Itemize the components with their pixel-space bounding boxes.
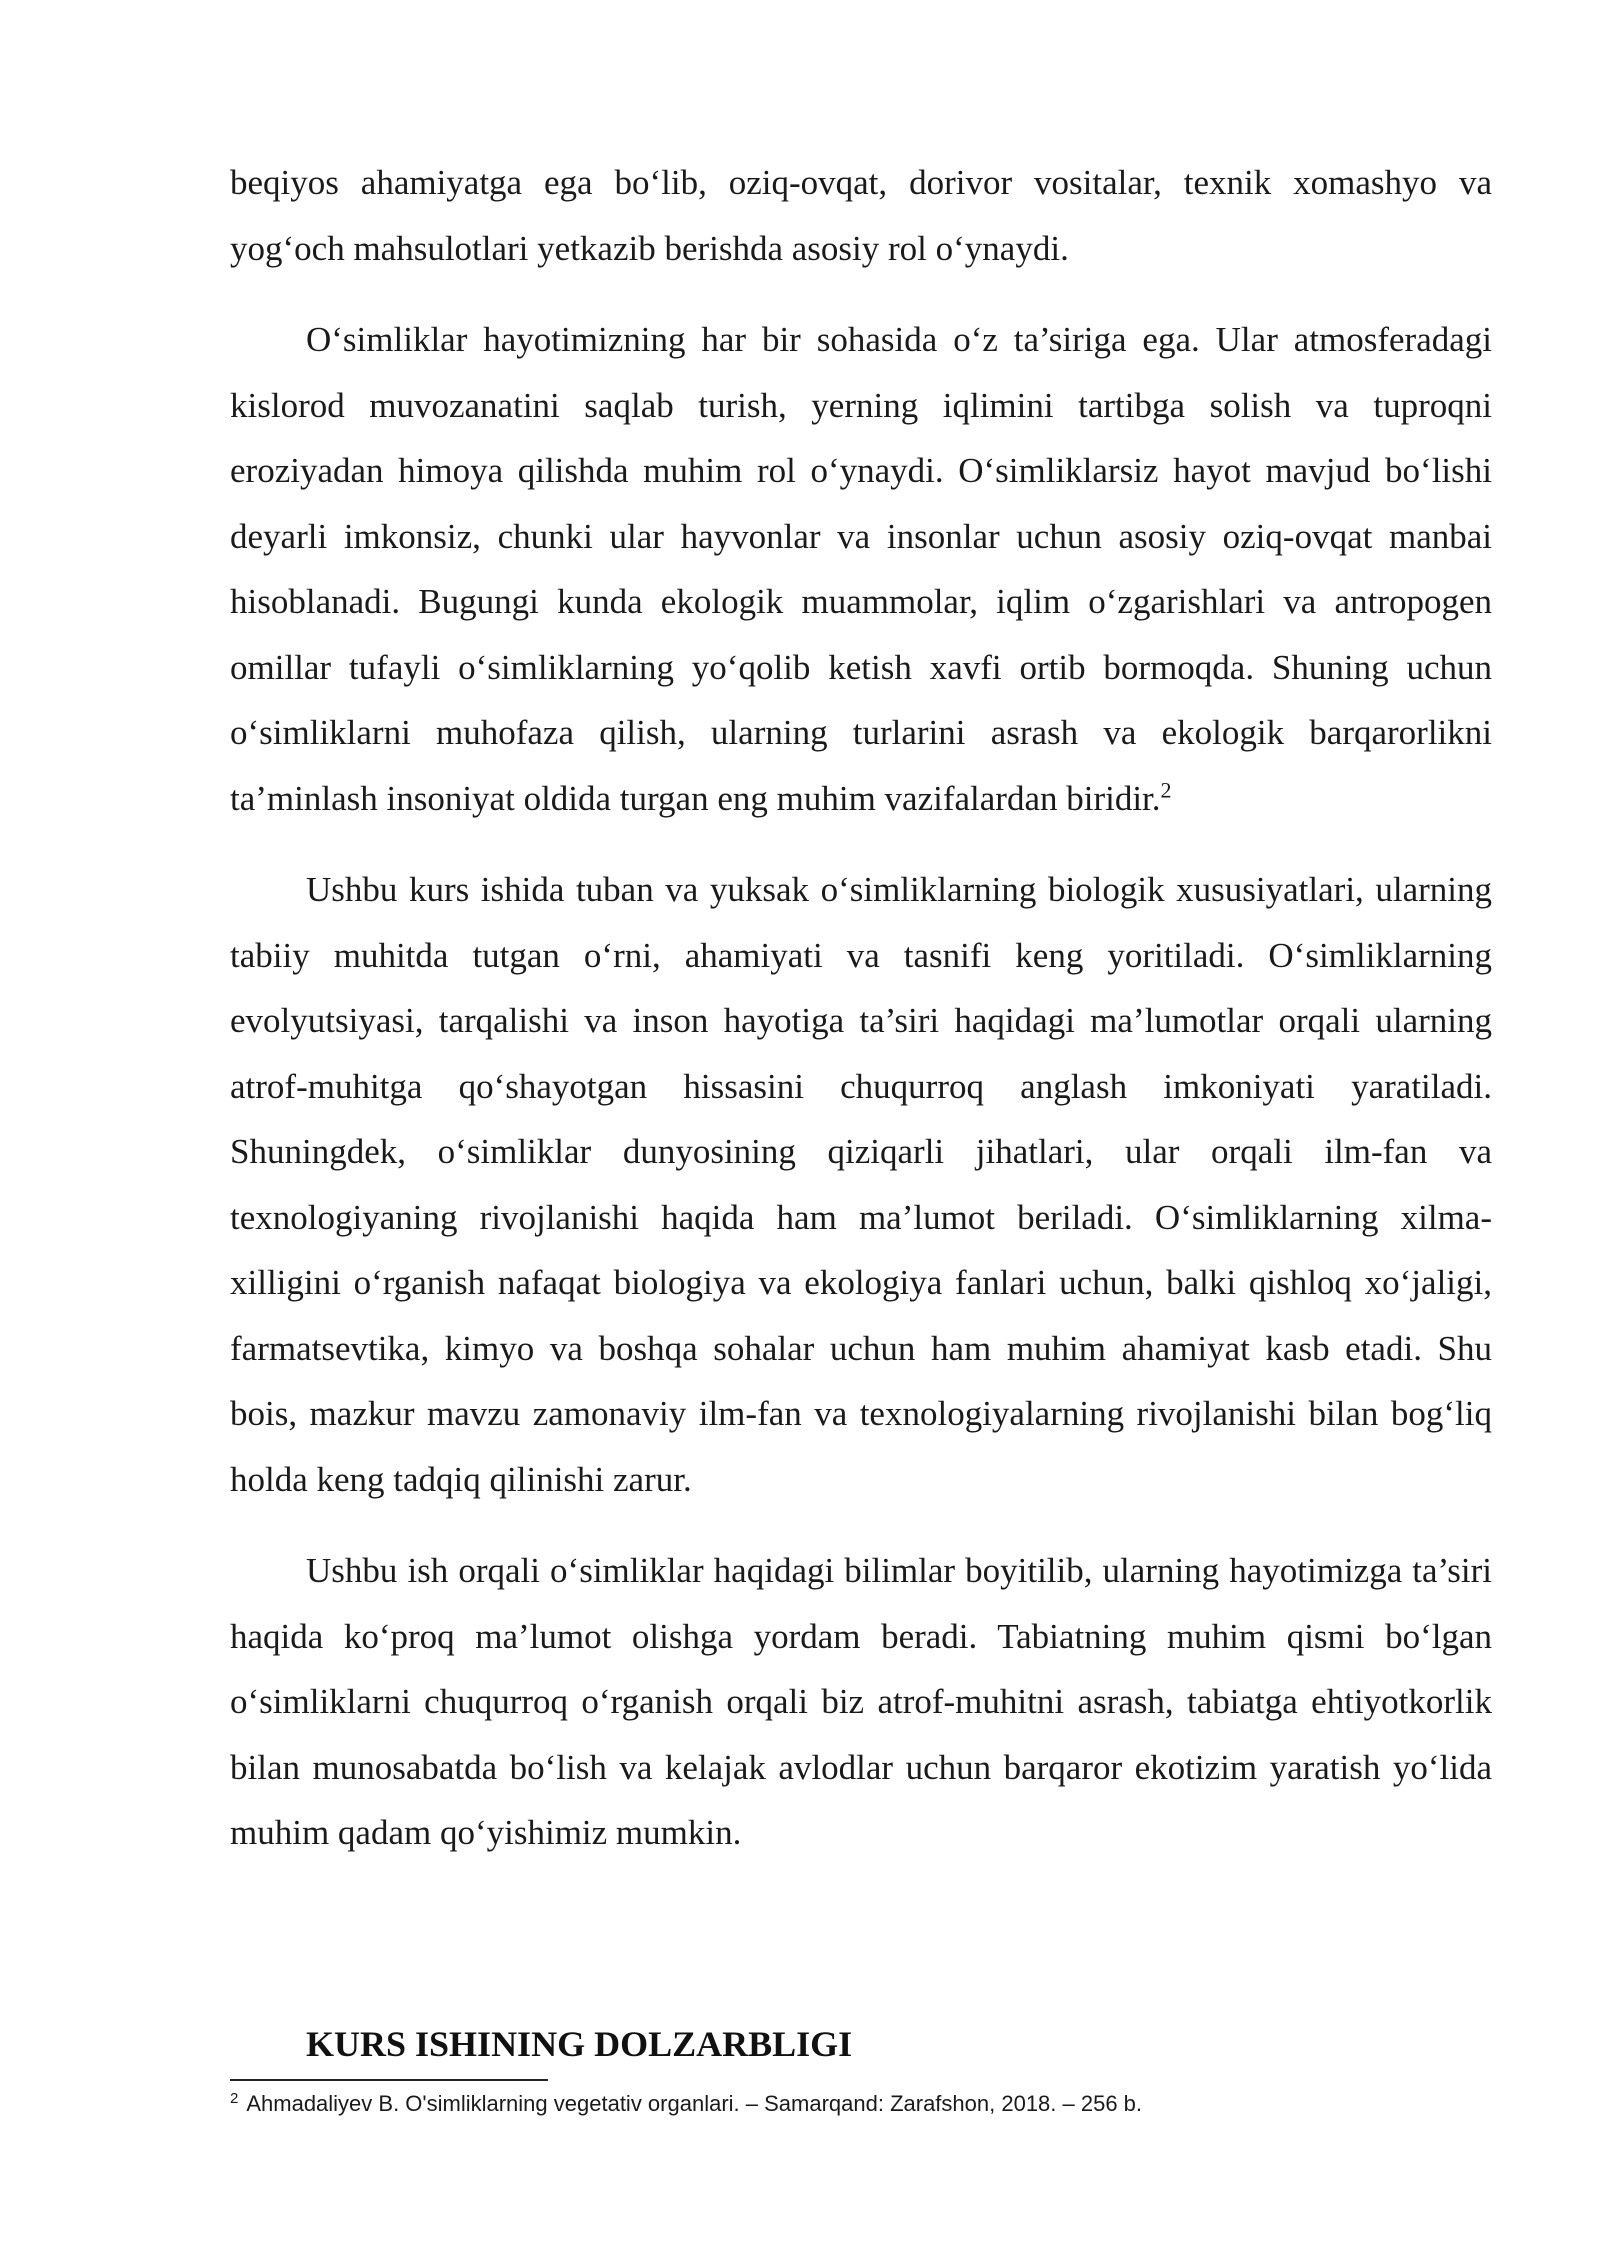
paragraph <box>230 307 1492 831</box>
section-heading: KURS ISHINING DOLZARBLIGI <box>306 2024 853 2064</box>
paragraph-text: Ushbu ish orqali o‘simliklar haqidagi bilimlar boyitilib, ularning hayotimizga ta’siri haqida ko‘proq ma’lumot olishga yordam beradi. Tabiatning muhim qismi bo‘lgan o‘simliklarni chuqurroq o‘rganish orqali biz atrof-muhitni asrash, tabiatga ehtiyotkorlik bilan munosabatda bo‘lish va kelajak avlodlar uchun barqaror ekotizim yaratish yo‘lida muhim qadam qo‘yishimiz mumkin. <box>230 1551 1492 1852</box>
paragraph-continuation <box>230 150 1492 281</box>
paragraph <box>230 1538 1492 1866</box>
footnote-number: 2 <box>230 2089 239 2107</box>
paragraph-text: O‘simliklar hayotimizning har bir sohasida o‘z ta’siriga ega. Ular atmosferadagi kislorod muvozanatini saqlab turish, yerning iqlimini tartibga solish va tuproqni eroziyadan himoya qilishda muhim rol o‘ynaydi. O‘simliklarsiz hayot mavjud bo‘lishi deyarli imkonsiz, chunki ular hayvonlar va insonlar uchun asosiy oziq-ovqat manbai hisoblanadi. Bugungi kunda ekologik muammolar, iqlim o‘zgarishlari va antropogen omillar tufayli o‘simliklarning yo‘qolib ketish xavfi ortib bormoqda. Shuning uchun o‘simliklarni muhofaza qilish, ularning turlarini asrash va ekologik barqarorlikni ta’minlash insoniyat oldida turgan eng muhim vazifalardan biridir. <box>230 320 1492 818</box>
paragraph-text: Ushbu kurs ishida tuban va yuksak o‘simliklarning biologik xususiyatlari, ularning tabiiy muhitda tutgan o‘rni, ahamiyati va tasnifi keng yoritiladi. O‘simliklarning evolyutsiyasi, tarqalishi va inson hayotiga ta’siri haqidagi ma’lumotlar orqali ularning atrof-muhitga qo‘shayotgan hissasini chuqurroq anglash imkoniyati yaratiladi. Shuningdek, o‘simliklar dunyosining qiziqarli jihatlari, ular orqali ilm-fan va texnologiyaning rivojlanishi haqida ham ma’lumot beriladi. O‘simliklarning xilma-xilligini o‘rganish nafaqat biologiya va ekologiya fanlari uchun, balki qishloq xo‘jaligi, farmatsevtika, kimyo va boshqa sohalar uchun ham muhim ahamiyat kasb etadi. Shu bois, mazkur mavzu zamonaviy ilm-fan va texnologiyalarning rivojlanishi bilan bog‘liq holda keng tadqiq qilinishi zarur. <box>230 870 1492 1499</box>
paragraph <box>230 857 1492 1512</box>
page-body <box>230 150 1492 1866</box>
paragraph-text: beqiyos ahamiyatga ega bo‘lib, oziq-ovqat, dorivor vositalar, texnik xomashyo va yog‘och mahsulotlari yetkazib berishda asosiy rol o‘ynaydi. <box>230 163 1492 268</box>
footnote-text: Ahmadaliyev B. O'simliklarning vegetativ organlari. – Samarqand: Zarafshon, 2018. – 256 b. <box>246 2091 1143 2116</box>
footnote <box>230 2086 1142 2122</box>
footnote-separator <box>230 2079 548 2081</box>
footnote-reference[interactable]: 2 <box>1160 776 1172 802</box>
